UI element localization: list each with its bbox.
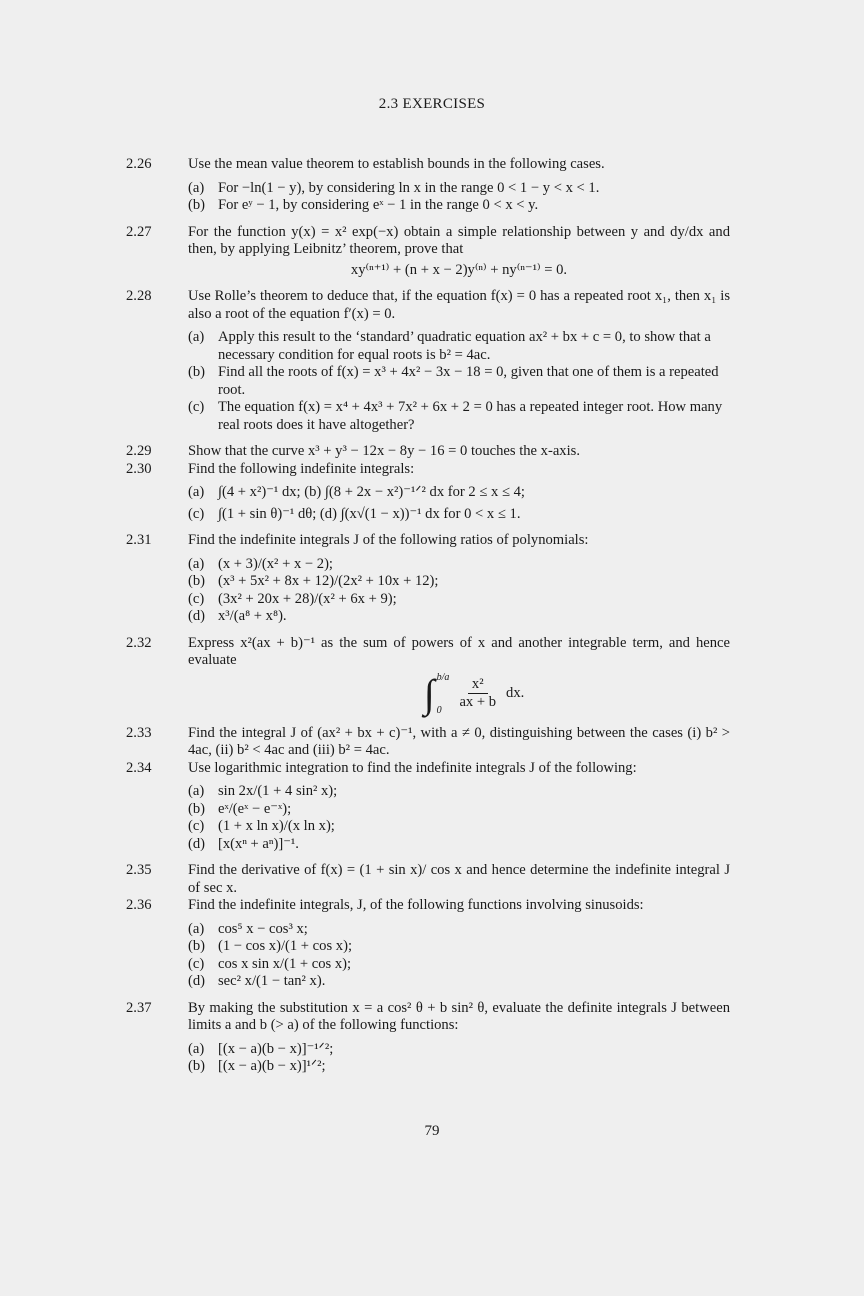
exercise-text: Find the following indefinite integrals: (188, 460, 415, 477)
part-label: (a) (188, 1040, 205, 1057)
part-text: (x³ + 5x² + 8x + 12)/(2x² + 10x + 12); (218, 573, 439, 589)
exercise-2-31 (126, 532, 730, 626)
part-text: [(x − a)(b − x)]⁻¹ᐟ²; (218, 1040, 334, 1057)
part-text: x³/(a⁸ + x⁸). (218, 608, 287, 624)
exercise-part (188, 818, 730, 836)
part-label: (c) (188, 818, 205, 834)
part-label: (c) (188, 505, 205, 522)
integral-differential: dx. (506, 684, 525, 701)
part-label: (a) (188, 329, 205, 345)
page-number: 79 (424, 1123, 440, 1139)
part-label: (b) (188, 573, 206, 589)
lower-limit: 0 (436, 704, 442, 716)
exercise-part (188, 973, 730, 991)
exercise-number: 2.32 (126, 634, 152, 651)
exercise-2-32 (126, 635, 730, 716)
exercise-part (188, 956, 730, 974)
part-label: (b) (188, 197, 206, 213)
display-equation: xy⁽ⁿ⁺¹⁾ + (n + x − 2)y⁽ⁿ⁾ + ny⁽ⁿ⁻¹⁾ = 0. (350, 261, 568, 278)
part-label: (a) (188, 179, 205, 196)
part-label: (b) (188, 800, 206, 817)
exercise-number: 2.29 (126, 443, 152, 459)
exercise-part (188, 1058, 730, 1076)
exercise-part (188, 608, 730, 626)
exercise-number: 2.31 (126, 532, 152, 548)
exercise-number: 2.28 (126, 288, 152, 304)
exercise-2-30 (126, 461, 730, 524)
exercise-text: For the function y(x) = x² exp(−x) obtain a simple relationship between y and dy/dx and then, by applying Leibnitz’ theorem, prove that (188, 223, 730, 257)
exercise-text: Find the derivative of f(x) = (1 + sin x)/ cos x and hence determine the indefinite integral J of sec x. (188, 862, 730, 896)
exercise-number: 2.33 (126, 724, 152, 741)
exercise-number: 2.36 (126, 897, 152, 913)
exercise-number: 2.35 (126, 862, 152, 878)
upper-limit: b/a (436, 671, 450, 683)
part-label: (d) (188, 835, 206, 852)
part-label: (b) (188, 1058, 206, 1074)
exercise-text: Use Rolle’s theorem to deduce that, if the equation f(x) = 0 has a repeated root x₁, then x₁ is also a root of the equation f′(x) = 0. (188, 288, 730, 322)
integrand-fraction (455, 676, 500, 711)
part-label: (c) (188, 590, 205, 607)
exercise-list (126, 156, 730, 1085)
exercise-part (188, 836, 730, 854)
exercise-parts (188, 556, 730, 626)
part-label: (a) (188, 484, 205, 500)
exercise-2-35 (126, 862, 730, 897)
part-label: (c) (188, 955, 205, 972)
exercise-part (188, 783, 730, 801)
part-text: cos x sin x/(1 + cos x); (218, 955, 352, 972)
exercise-number: 2.27 (126, 223, 152, 240)
exercise-2-27 (126, 224, 730, 280)
exercise-parts (188, 921, 730, 991)
exercise-part (188, 591, 730, 609)
exercise-parts (188, 329, 730, 434)
exercise-2-29 (126, 443, 730, 461)
exercise-text: Find the integral J of (ax² + bx + c)⁻¹, with a ≠ 0, distinguishing between the cases (i) b² > 4ac, (ii) b² < 4ac and (iii) b² = 4ac. (188, 724, 730, 758)
exercise-number: 2.37 (126, 999, 152, 1016)
exercise-part (188, 484, 730, 502)
part-label: (d) (188, 608, 206, 624)
exercise-part (188, 573, 730, 591)
exercise-parts (188, 783, 730, 853)
exercise-2-34 (126, 760, 730, 854)
exercise-text: Find the indefinite integrals, J, of the following functions involving sinusoids: (188, 897, 644, 913)
integral-sign: ∫ (423, 670, 435, 716)
part-text: Find all the roots of f(x) = x³ + 4x² − 3x − 18 = 0, given that one of them is a repeated root. (218, 364, 719, 398)
integrand-denominator: ax + b (459, 694, 497, 710)
part-text: For −ln(1 − y), by considering ln x in the range 0 < 1 − y < x < 1. (218, 179, 600, 196)
part-text: [x(xⁿ + aⁿ)]⁻¹. (218, 835, 299, 852)
exercise-text: Show that the curve x³ + y³ − 12x − 8y − 16 = 0 touches the x-axis. (188, 443, 580, 459)
display-integral (218, 672, 730, 716)
part-text: ∫(1 + sin θ)⁻¹ dθ; (d) ∫(x√(1 − x))⁻¹ dx for 0 < x ≤ 1. (218, 505, 521, 522)
exercise-text: Find the indefinite integrals J of the following ratios of polynomials: (188, 532, 589, 548)
part-text: (3x² + 20x + 28)/(x² + 6x + 9); (218, 590, 397, 607)
part-text: (x + 3)/(x² + x − 2); (218, 555, 333, 572)
part-text: The equation f(x) = x⁴ + 4x³ + 7x² + 6x + 2 = 0 has a repeated integer root. How many real roots does it have altogether? (218, 399, 723, 433)
part-label: (c) (188, 399, 205, 415)
integrand-numerator: x² (468, 676, 488, 694)
running-header: 2.3 EXERCISES (378, 96, 486, 112)
exercise-text: Express x²(ax + b)⁻¹ as the sum of powers of x and another integrable term, and hence evaluate (188, 634, 730, 668)
exercise-part (188, 180, 730, 198)
exercise-parts (188, 1041, 730, 1076)
exercise-number: 2.34 (126, 759, 152, 776)
part-text: ∫(4 + x²)⁻¹ dx; (b) ∫(8 + 2x − x²)⁻¹ᐟ² dx for 2 ≤ x ≤ 4; (218, 484, 525, 500)
part-label: (b) (188, 364, 206, 380)
part-label: (a) (188, 920, 205, 937)
exercise-2-37 (126, 1000, 730, 1076)
exercise-part (188, 364, 730, 399)
part-label: (d) (188, 973, 206, 989)
part-text: For eʸ − 1, by considering eˣ − 1 in the range 0 < x < y. (218, 197, 539, 213)
exercise-part (188, 1041, 730, 1059)
part-text: [(x − a)(b − x)]¹ᐟ²; (218, 1058, 326, 1074)
exercise-part (188, 506, 730, 524)
part-text: (1 + x ln x)/(x ln x); (218, 818, 335, 834)
part-label: (a) (188, 783, 205, 799)
integral-limits (437, 672, 450, 716)
exercise-2-33 (126, 725, 730, 760)
exercise-text: Use logarithmic integration to find the indefinite integrals J of the following: (188, 759, 637, 776)
part-text: eˣ/(eˣ − e⁻ˣ); (218, 800, 292, 817)
exercise-part (188, 399, 730, 434)
exercise-text: By making the substitution x = a cos² θ + b sin² θ, evaluate the definite integrals J between limits a and b (> a) of the following functions: (188, 999, 730, 1033)
part-text: sec² x/(1 − tan² x). (218, 973, 326, 989)
exercise-2-28 (126, 288, 730, 434)
exercise-text: Use the mean value theorem to establish bounds in the following cases. (188, 156, 605, 172)
exercise-number: 2.26 (126, 156, 152, 172)
part-label: (b) (188, 938, 206, 954)
exercise-2-36 (126, 897, 730, 991)
exercise-part (188, 921, 730, 939)
part-text: (1 − cos x)/(1 + cos x); (218, 938, 352, 954)
exercise-part (188, 801, 730, 819)
exercise-parts (188, 180, 730, 215)
exercise-parts (188, 484, 730, 523)
exercise-part (188, 556, 730, 574)
exercise-part (188, 329, 730, 364)
part-text: sin 2x/(1 + 4 sin² x); (218, 783, 338, 799)
exercise-number: 2.30 (126, 460, 152, 477)
part-text: Apply this result to the ‘standard’ quadratic equation ax² + bx + c = 0, to show that a necessary condition for equal roots is b² = 4ac. (218, 329, 711, 363)
exercise-part (188, 197, 730, 215)
part-label: (a) (188, 555, 205, 572)
exercise-2-26 (126, 156, 730, 215)
part-text: cos⁵ x − cos³ x; (218, 920, 308, 937)
exercise-part (188, 938, 730, 956)
